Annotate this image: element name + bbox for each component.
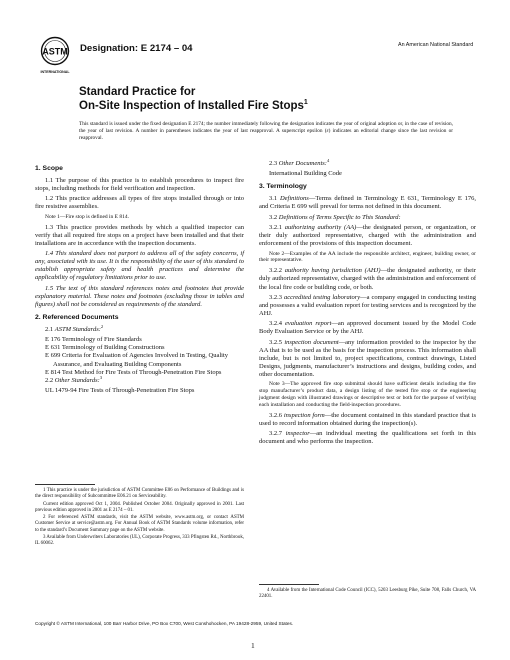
right-column [259,160,476,449]
section-3-1: 3.1 Definitions—Terms defined in Terminology E 631, Terminology E 176, and Criteria E 699 will prevail for terms not defined in this document. [259,195,477,211]
section-2-1: 2.1 ASTM Standards:$^2$ [45,323,104,333]
svg-text:INTERNATIONAL: INTERNATIONAL [40,70,70,74]
section-3-2-4: 3.2.4 evaluation report—an approved document issued by the Model Code Body Evaluation Service or by the AHJ. [259,320,476,336]
section-1-1: 1.1 The purpose of this practice is to establish procedures to inspect fire stops, including methods for field verification and inspection. [35,177,244,193]
section-3-2: 3.2 Definitions of Terms Specific to This Standard: [269,213,401,221]
section-3-2-6: 3.2.6 inspection form—the document contained in this standard practice that is used to record information obtained during the inspection(s). [259,411,476,427]
reference-item-ul: UL 1479-94 Fire Tests of Through-Penetration Fire Stops [45,387,195,394]
reference-item: E 631 Terminology of Building Constructions [45,344,165,352]
section-1-2: 1.2 This practice addresses all types of fire stops installed through or into fire resistive assemblies. [35,195,244,211]
page-number: 1 [251,641,255,650]
left-column [35,160,244,395]
footnotes-left [35,488,244,549]
reference-item: E 699 Criteria for Evaluation of Agencies Involved in Testing, Quality Assurance, and Evaluating Building Components [45,352,229,368]
ibc-reference: International Building Code [269,170,342,178]
section-3-2-2: 3.2.2 authority having jurisdiction (AHJ)—the designated authority, or their duly authorized representative, charged with the administration and enforcement of the local fire code or building code, or both. [259,267,476,291]
preamble: This standard is issued under the fixed designation E 2174; the number immediately following the designation indicates the year of original adoption or, in the case of revision, the year of last revision. A number in parentheses indicates the year of last reapproval. A superscript epsilon (ε) indicates an editorial change since the last revision or reapproval. [79,121,453,142]
title-text: On-Site Inspection of Installed Fire Stops [79,100,304,112]
footnote-1: 1 This practice is under the jurisdiction of ASTM Committee E06 on Performance of Buildings and is the direct responsibility of Subcommittee E06.21 on Serviceability. [35,488,244,500]
note-2: Note 2—Examples of the AA include the responsible architect, engineer, building owner, or their representative. [259,250,476,264]
reference-item: E 814 Test Method for Fire Tests of Through-Penetration Fire Stops [45,368,222,376]
referenced-documents-heading: 2. Referenced Documents [35,313,119,321]
section-3-2-7: 3.2.7 inspector—an individual meeting the qualifications set forth in this document and who performs the inspection. [259,430,477,446]
standard-type-label: An American National Standard [398,42,474,48]
footnote-1-edition: Current edition approved Oct 1, 2004. Published October 2004. Originally approved in 2001. Last previous edition approved in 2001 as E 2174 – 01. [35,501,244,513]
note-3: Note 3—The approved fire stop submittal should have sufficient details including the fire stop manufacturer’s product data, a design listing of the tested fire stop or the engineering judgment design with illustrated drawings or descriptive text or both for the purpose of verifying each installation and conducting the field-inspection procedures. [259,381,476,408]
section-1-4: 1.4 This standard does not purport to address all of the safety concerns, if any, associated with its use. It is the responsibility of the user of this standard to establish appropriate safety and health practices and determine the applicability of regulatory limitations prior to use. [35,250,244,282]
terminology-heading: 3. Terminology [259,183,307,191]
footnote-divider [35,484,95,485]
section-1-3: 1.3 This practice provides methods by which a qualified inspector can verify that all required fire stops on a project have been installed and that their installations are in accordance with the inspection documents. [35,223,244,247]
footnote-2: 2 For referenced ASTM standards, visit the ASTM website, www.astm.org, or contact ASTM Customer Service at service@astm.org. For Annual Book of ASTM Standards volume information, refer to the standard’s Document Summary page on the ASTM website. [35,515,244,533]
footnote-4: 4 Available from the International Code Council (ICC), 5203 Leesburg Pike, Suite 708, Falls Church, VA 22401. [259,588,476,600]
section-1-5: 1.5 The text of this standard references notes and footnotes that provide explanatory material. These notes and footnotes (excluding those in tables and figures) shall not be considered as requirements of the standard. [35,284,244,308]
section-2-2: 2.2 Other Standards:$^3$ [45,374,103,384]
footnotes-right [259,588,476,602]
section-2-3: 2.3 Other Documents:$^4$ [269,158,330,167]
note-1: Note 1—Fire stop is defined in E 814. [45,213,130,220]
reference-item: E 176 Terminology of Fire Standards [45,336,142,344]
section-3-2-5: 3.2.5 inspection document—any information provided to the inspector by the AA that is to be used as the basis for the inspection process. This information shall include, but is not limited to, project specifications, contract drawings, Listed Designs, judgments, manufacturer’s instructions and designs, building codes, and other documentation. [259,338,476,378]
title-line-1: Standard Practice for [79,86,196,98]
copyright-notice: Copyright © ASTM International, 100 Barr Harbor Drive, PO Box C700, West Conshohocken, PA 19428-2959, United States. [35,621,294,626]
section-3-2-3: 3.2.3 accredited testing laboratory—a company engaged in conducting testing and possesses a valid evaluation report for testing services and is recognized by the AHJ. [259,293,477,317]
astm-logo-icon [40,36,70,76]
title-line-2 [79,100,308,112]
title-footnote-marker: 1 [303,99,308,106]
scope-heading: 1. Scope [35,165,63,172]
footnote-3: 3 Available from Underwriters Laboratories (UL), Corporate Progress, 333 Pfingsten Rd., Northbrook, IL 60062. [35,535,244,547]
designation: Designation: E 2174 – 04 [80,43,193,54]
footnote-divider [259,584,319,585]
svg-text:ASTM: ASTM [42,46,68,57]
section-3-2-1: 3.2.1 authorizing authority (AA)—the designated person, or organization, or their duly authorized representative, charged with the administration and enforcement of the provisions of this inspection document. [259,224,477,248]
